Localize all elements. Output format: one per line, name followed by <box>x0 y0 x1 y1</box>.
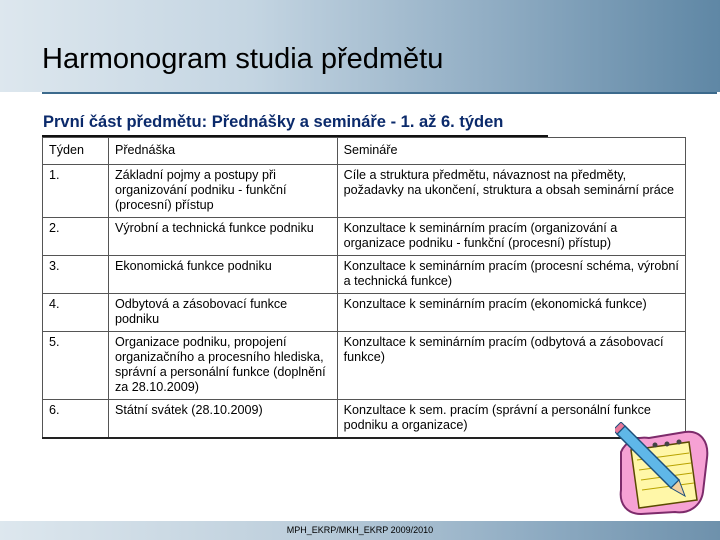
table-row <box>43 332 686 400</box>
notepad-pencil-icon <box>615 422 713 518</box>
table-row <box>43 218 686 256</box>
table-row <box>43 165 686 218</box>
header-lecture: Přednáška <box>108 138 337 165</box>
seminar-cell: Konzultace k seminárním pracím (organizování a organizace podniku - funkční (procesní) přístup) <box>337 218 685 256</box>
header-seminar: Semináře <box>337 138 685 165</box>
table-header-row <box>43 138 686 165</box>
table-row <box>43 256 686 294</box>
lecture-cell: Státní svátek (28.10.2009) <box>108 400 337 439</box>
week-cell: 1. <box>43 165 109 218</box>
slide-title: Harmonogram studia předmětu <box>42 43 444 75</box>
lecture-cell: Odbytová a zásobovací funkce podniku <box>108 294 337 332</box>
title-divider <box>42 92 717 94</box>
seminar-cell: Cíle a struktura předmětu, návaznost na předměty, požadavky na ukončení, struktura a obsah seminární práce <box>337 165 685 218</box>
seminar-cell: Konzultace k seminárním pracím (procesní schéma, výrobní a technická funkce) <box>337 256 685 294</box>
slide-subtitle: První část předmětu: Přednášky a semináře - 1. až 6. týden <box>43 113 504 131</box>
schedule-table <box>42 137 686 439</box>
table-row <box>43 294 686 332</box>
seminar-cell: Konzultace k sem. pracím (správní a personální funkce podniku a organizace) <box>337 400 685 439</box>
header-week: Týden <box>43 138 109 165</box>
lecture-cell: Ekonomická funkce podniku <box>108 256 337 294</box>
week-cell: 4. <box>43 294 109 332</box>
seminar-cell: Konzultace k seminárním pracím (ekonomická funkce) <box>337 294 685 332</box>
table-row <box>43 400 686 439</box>
week-cell: 3. <box>43 256 109 294</box>
week-cell: 2. <box>43 218 109 256</box>
lecture-cell: Organizace podniku, propojení organizačního a procesního hlediska, správní a personální funkce (doplnění za 28.10.2009) <box>108 332 337 400</box>
week-cell: 5. <box>43 332 109 400</box>
seminar-cell: Konzultace k seminárním pracím (odbytová a zásobovací funkce) <box>337 332 685 400</box>
footer-course-code: MPH_EKRP/MKH_EKRP 2009/2010 <box>286 525 434 535</box>
lecture-cell: Výrobní a technická funkce podniku <box>108 218 337 256</box>
lecture-cell: Základní pojmy a postupy při organizování podniku - funkční (procesní) přístup <box>108 165 337 218</box>
week-cell: 6. <box>43 400 109 439</box>
